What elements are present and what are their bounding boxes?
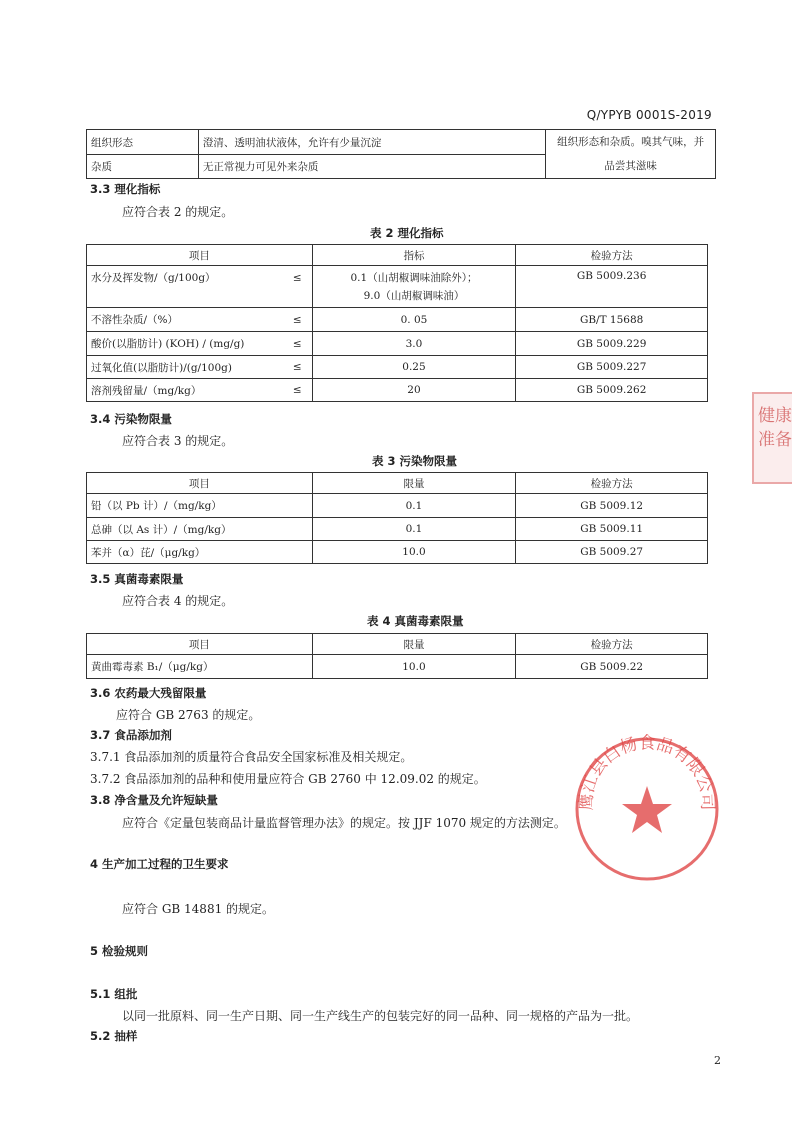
table-cell-value: 0.1（山胡椒调味油除外）； xyxy=(350,271,478,284)
section-3-3-heading: 3.3 理化指标 xyxy=(90,182,161,196)
le-symbol: ≤ xyxy=(292,271,302,284)
le-symbol: ≤ xyxy=(292,361,302,373)
table-cell-value: 3.0 xyxy=(312,332,516,356)
table-cell-value: 10.0 xyxy=(312,655,516,679)
table-cell-method: GB 5009.227 xyxy=(516,356,708,379)
table-3-caption: 表 3 污染物限量 xyxy=(372,454,458,468)
le-symbol: ≤ xyxy=(292,313,302,326)
table-cell-item: 总砷（以 As 计）/（mg/kg） xyxy=(87,518,313,541)
table-cell-method: GB 5009.22 xyxy=(516,655,708,679)
section-3-5-heading: 3.5 真菌毒素限量 xyxy=(90,572,184,586)
table-cell-item: 铅（以 Pb 计）/（mg/kg） xyxy=(87,494,313,518)
section-3-7-heading: 3.7 食品添加剂 xyxy=(90,728,172,742)
section-3-4-text: 应符合表 3 的规定。 xyxy=(122,434,234,448)
table-cell-item: 黄曲霉毒素 B₁/（μg/kg） xyxy=(87,655,313,679)
page-number: 2 xyxy=(714,1054,721,1067)
table-cell-value: 0.1 xyxy=(312,518,516,541)
table-2 xyxy=(86,244,708,402)
table-header: 检验方法 xyxy=(516,634,708,655)
table-header: 项目 xyxy=(87,634,313,655)
table-cell-item: 过氧化值(以脂肪计)/(g/100g) xyxy=(91,361,232,374)
table-4-caption: 表 4 真菌毒素限量 xyxy=(367,614,464,628)
table-cell-value: 20 xyxy=(312,379,516,402)
table-cell-method: GB 5009.27 xyxy=(516,541,708,564)
section-3-6-heading: 3.6 农药最大残留限量 xyxy=(90,686,207,700)
table-header: 检验方法 xyxy=(516,473,708,494)
section-3-8-text: 应符合《定量包装商品计量监督管理办法》的规定。按 JJF 1070 规定的方法测定。 xyxy=(122,816,566,830)
table-cell-value: 0. 05 xyxy=(312,308,516,332)
table-cell-method: GB 5009.236 xyxy=(516,266,708,308)
table-cell-value: 0.1 xyxy=(312,494,516,518)
seal-text: 鹰江县白杨食品有限公司 xyxy=(576,734,718,811)
table-cell-method: GB 5009.229 xyxy=(516,332,708,356)
table-header: 检验方法 xyxy=(516,245,708,266)
le-symbol: ≤ xyxy=(292,337,302,350)
sensory-method-line1: 组织形态和杂质。嗅其气味，并 xyxy=(557,136,705,148)
side-seal: 健康 准备 xyxy=(752,392,792,484)
table-cell-method: GB 5009.12 xyxy=(516,494,708,518)
section-4-heading: 4 生产加工过程的卫生要求 xyxy=(90,857,229,871)
table-header: 限量 xyxy=(312,634,516,655)
table-header: 指标 xyxy=(312,245,516,266)
sensory-method-line2: 品尝其滋味 xyxy=(604,160,657,172)
table-cell-item: 苯并（α）芘/（μg/kg） xyxy=(87,541,313,564)
section-3-6-text: 应符合 GB 2763 的规定。 xyxy=(116,708,261,722)
seal-star-icon xyxy=(622,786,672,833)
section-3-4-heading: 3.4 污染物限量 xyxy=(90,412,172,426)
section-5-1-text: 以同一批原料、同一生产日期、同一生产线生产的包装完好的同一品种、同一规格的产品为一批。 xyxy=(122,1009,639,1023)
table-cell-value: 9.0（山胡椒调味油） xyxy=(363,289,465,302)
table-cell-method: GB/T 15688 xyxy=(516,308,708,332)
sensory-item: 组织形态 xyxy=(87,130,199,155)
table-header: 项目 xyxy=(87,245,313,266)
section-5-1-heading: 5.1 组批 xyxy=(90,987,138,1001)
sensory-table xyxy=(86,129,716,179)
standard-code: Q/YPYB 0001S-2019 xyxy=(586,108,712,122)
table-header: 项目 xyxy=(87,473,313,494)
table-2-caption: 表 2 理化指标 xyxy=(370,226,444,240)
company-seal xyxy=(572,734,722,884)
sensory-requirement: 无正常视力可见外来杂质 xyxy=(198,155,545,179)
le-symbol: ≤ xyxy=(292,384,302,396)
table-header: 限量 xyxy=(312,473,516,494)
table-cell-method: GB 5009.262 xyxy=(516,379,708,402)
section-3-8-heading: 3.8 净含量及允许短缺量 xyxy=(90,793,218,807)
table-cell-value: 0.25 xyxy=(312,356,516,379)
table-3 xyxy=(86,472,708,564)
section-3-7-1: 3.7.1 食品添加剂的质量符合食品安全国家标准及相关规定。 xyxy=(90,750,413,764)
table-4 xyxy=(86,633,708,679)
table-cell-item: 水分及挥发物/（g/100g） xyxy=(91,272,216,284)
table-cell-item: 溶剂残留量/（mg/kg） xyxy=(91,384,202,397)
section-3-7-2: 3.7.2 食品添加剂的品种和使用量应符合 GB 2760 中 12.09.02 的规定。 xyxy=(90,772,486,786)
table-cell-value: 10.0 xyxy=(312,541,516,564)
section-5-2-heading: 5.2 抽样 xyxy=(90,1029,138,1043)
section-5-heading: 5 检验规则 xyxy=(90,944,149,958)
section-3-3-text: 应符合表 2 的规定。 xyxy=(122,205,234,219)
section-4-text: 应符合 GB 14881 的规定。 xyxy=(122,902,275,916)
table-cell-method: GB 5009.11 xyxy=(516,518,708,541)
section-3-5-text: 应符合表 4 的规定。 xyxy=(122,594,234,608)
sensory-requirement: 澄清、透明油状液体，允许有少量沉淀 xyxy=(198,130,545,155)
sensory-item: 杂质 xyxy=(87,155,199,179)
table-cell-item: 酸价(以脂肪计) (KOH) / (mg/g) xyxy=(91,338,245,350)
table-cell-item: 不溶性杂质/（%） xyxy=(91,314,179,326)
